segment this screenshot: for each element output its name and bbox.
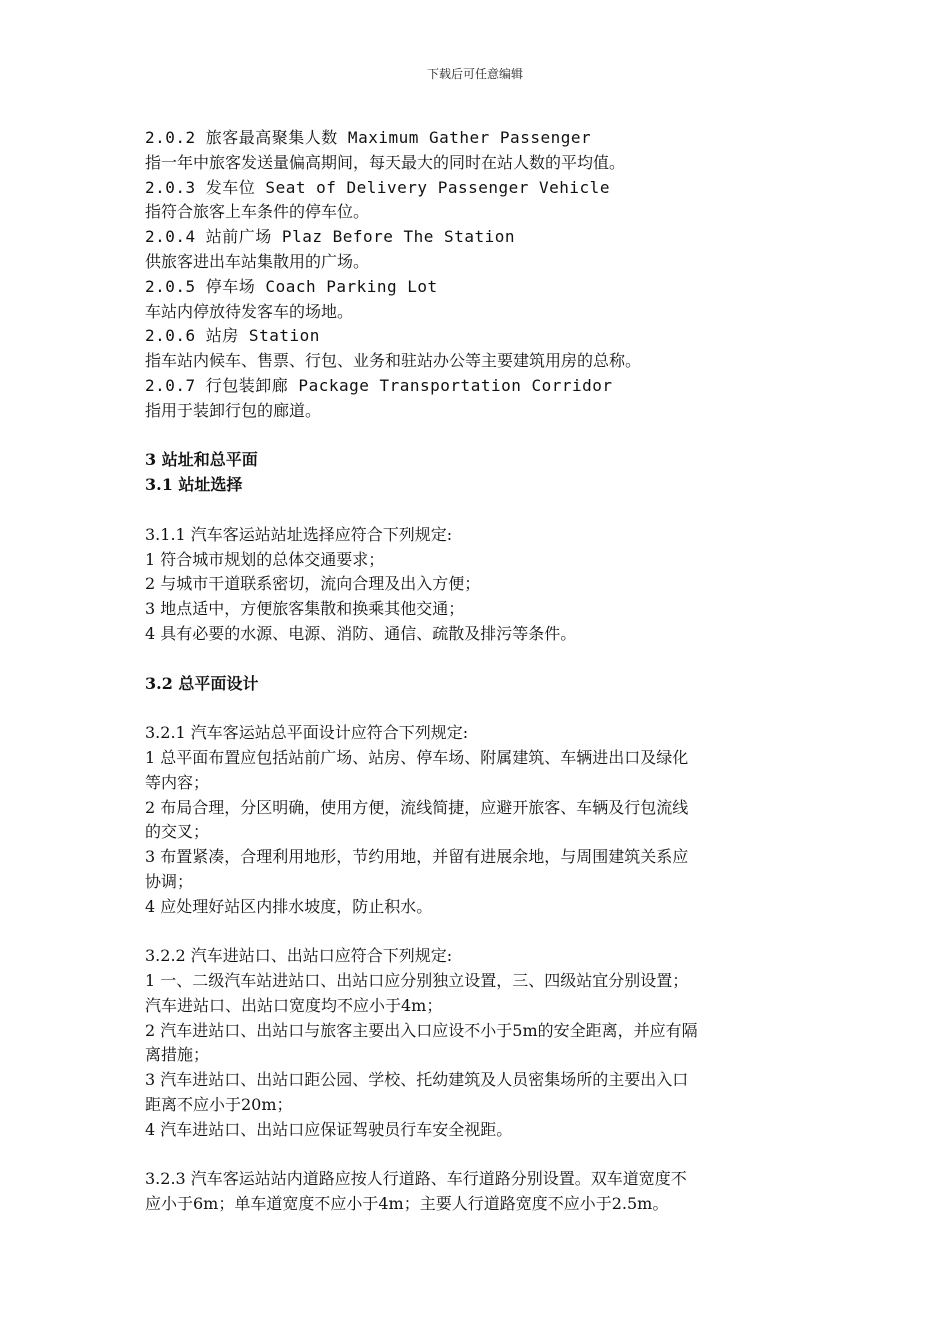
document-body — [145, 126, 817, 1217]
term-heading: 2.0.3 发车位 Seat of Delivery Passenger Vehicle — [145, 177, 610, 197]
clause-item-line: 4 汽车进站口、出站口应保证驾驶员行车安全视距。 — [145, 1119, 513, 1139]
clause-3-1-1 — [145, 523, 817, 647]
term-body: 供旅客进出车站集散用的广场。 — [145, 251, 370, 271]
term-heading: 2.0.4 站前广场 Plaz Before The Station — [145, 227, 515, 247]
section-title-3-2: 3.2 总平面设计 — [145, 673, 259, 693]
clause-item-line: 距离不应小于20m； — [145, 1095, 293, 1115]
page-header: 下载后可任意编辑 — [426, 67, 523, 81]
term-heading: 2.0.6 站房 Station — [145, 326, 320, 346]
term-body: 指符合旅客上车条件的停车位。 — [145, 202, 370, 222]
clause-item-line: 的交叉； — [145, 822, 210, 842]
clause-item-line: 2 布局合理，分区明确，使用方便，流线简捷，应避开旅客、车辆及行包流线 — [145, 797, 689, 817]
clause-item-line: 3 汽车进站口、出站口距公园、学校、托幼建筑及人员密集场所的主要出入口 — [145, 1070, 689, 1090]
term-body: 车站内停放待发客车的场地。 — [145, 301, 354, 321]
clause-text-line: 3.2.3 汽车客运站站内道路应按人行道路、车行道路分别设置。双车道宽度不 — [145, 1169, 687, 1189]
section-title-3-1: 3.1 站址选择 — [145, 475, 243, 495]
clause-intro: 3.2.2 汽车进站口、出站口应符合下列规定: — [145, 946, 453, 966]
term-body: 指车站内候车、售票、行包、业务和驻站办公等主要建筑用房的总称。 — [145, 351, 642, 371]
term-body: 指用于装卸行包的廊道。 — [145, 400, 322, 420]
clause-item-line: 1 总平面布置应包括站前广场、站房、停车场、附属建筑、车辆进出口及绿化 — [145, 747, 689, 767]
clause-item: 3 地点适中，方便旅客集散和换乘其他交通； — [145, 599, 465, 619]
clause-item-line: 离措施； — [145, 1045, 210, 1065]
clause-intro: 3.1.1 汽车客运站站址选择应符合下列规定: — [145, 524, 453, 544]
clause-item-line: 等内容； — [145, 772, 210, 792]
clause-item-line: 3 布置紧凑，合理利用地形，节约用地，并留有进展余地，与周围建筑关系应 — [145, 847, 689, 867]
term-heading: 2.0.5 停车场 Coach Parking Lot — [145, 276, 438, 296]
clause-3-2-2 — [145, 944, 817, 1142]
clause-item-line: 2 汽车进站口、出站口与旅客主要出入口应设不小于5m的安全距离，并应有隔 — [145, 1020, 698, 1040]
term-body: 指一年中旅客发送量偏高期间，每天最大的同时在站人数的平均值。 — [145, 152, 626, 172]
clause-item-line: 4 应处理好站区内排水坡度，防止积水。 — [145, 896, 433, 916]
clause-text-line: 应小于6m；单车道宽度不应小于4m；主要人行道路宽度不应小于2.5m。 — [145, 1194, 669, 1214]
clause-item-line: 协调； — [145, 871, 194, 891]
clause-3-2-1 — [145, 721, 817, 919]
clause-intro: 3.2.1 汽车客运站总平面设计应符合下列规定: — [145, 723, 469, 743]
clause-item-line: 1 一、二级汽车站进站口、出站口应分别独立设置，三、四级站宜分别设置； — [145, 971, 689, 991]
term-heading: 2.0.7 行包装卸廊 Package Transportation Corridor — [145, 375, 613, 395]
clause-item-line: 汽车进站口、出站口宽度均不应小于4m； — [145, 995, 443, 1015]
term-heading: 2.0.2 旅客最高聚集人数 Maximum Gather Passenger — [145, 128, 592, 147]
clause-3-2-3 — [145, 1167, 817, 1217]
term-definitions — [145, 126, 817, 424]
clause-item: 2 与城市干道联系密切，流向合理及出入方便； — [145, 574, 481, 594]
chapter-title: 3 站址和总平面 — [145, 450, 258, 470]
clause-item: 4 具有必要的水源、电源、消防、通信、疏散及排污等条件。 — [145, 623, 577, 643]
clause-item: 1 符合城市规划的总体交通要求； — [145, 549, 385, 569]
